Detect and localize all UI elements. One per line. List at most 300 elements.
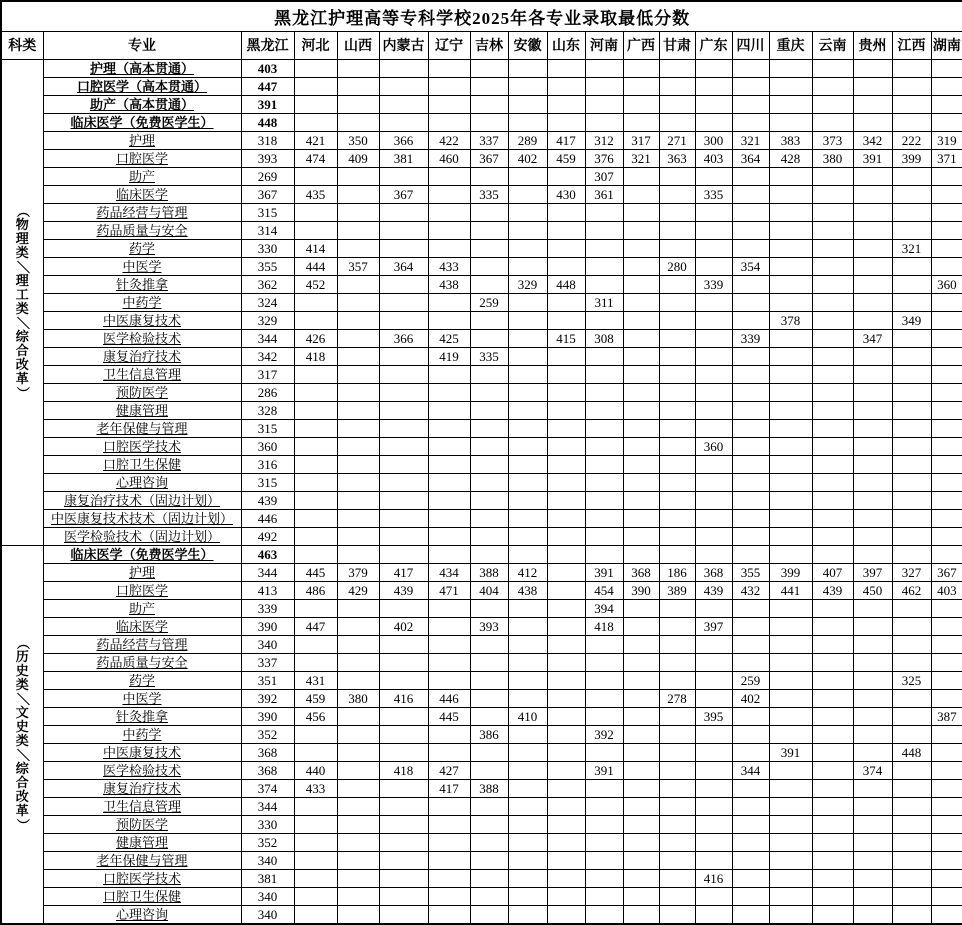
score-cell [379,653,428,671]
score-cell: 459 [294,689,337,707]
score-cell [931,77,962,95]
score-cell: 391 [585,761,623,779]
score-cell [547,671,585,689]
score-cell: 450 [853,581,892,599]
table-row [1,311,962,329]
score-cell [337,455,379,473]
score-cell [695,113,732,131]
score-cell: 380 [812,149,853,167]
score-cell [428,473,470,491]
score-cell [470,455,508,473]
major-cell: 口腔医学技术 [43,869,241,887]
score-cell [769,401,812,419]
score-cell: 448 [241,113,294,131]
score-cell [659,815,695,833]
score-cell [623,725,659,743]
score-cell: 395 [695,707,732,725]
score-cell [853,59,892,77]
score-cell: 391 [769,743,812,761]
score-cell [732,455,769,473]
score-cell [294,311,337,329]
score-cell [931,545,962,563]
score-cell [508,527,547,545]
score-cell [732,113,769,131]
score-cell: 446 [428,689,470,707]
score-cell [812,365,853,383]
score-cell [337,437,379,455]
score-cell [547,851,585,869]
major-cell: 口腔卫生保健 [43,455,241,473]
score-cell [547,473,585,491]
score-cell [695,311,732,329]
score-cell [337,59,379,77]
score-cell [294,635,337,653]
score-cell [623,221,659,239]
score-cell [294,113,337,131]
score-cell [547,635,585,653]
score-cell [769,365,812,383]
table-row [1,671,962,689]
score-cell [853,707,892,725]
score-cell [695,95,732,113]
score-cell: 339 [695,275,732,293]
score-cell [337,833,379,851]
score-cell [659,617,695,635]
score-cell [379,815,428,833]
score-cell: 367 [470,149,508,167]
score-cell [379,797,428,815]
score-cell: 378 [769,311,812,329]
score-cell [732,419,769,437]
category-vertical-text: （ 历 史 类 ／ 文 史 类 ／ 综 合 改 革 ） [15,635,31,832]
score-cell [732,473,769,491]
score-cell: 387 [931,707,962,725]
score-cell [659,239,695,257]
score-cell [508,95,547,113]
score-cell [623,833,659,851]
score-cell: 438 [428,275,470,293]
major-cell: 康复治疗技术 [43,347,241,365]
score-cell [892,617,931,635]
score-cell [659,221,695,239]
score-cell [294,383,337,401]
score-cell [470,707,508,725]
score-cell [379,419,428,437]
score-cell [812,599,853,617]
score-cell [695,347,732,365]
score-cell [337,95,379,113]
score-cell [769,671,812,689]
score-cell [470,203,508,221]
score-cell [812,401,853,419]
score-cell [294,599,337,617]
score-cell: 315 [241,473,294,491]
score-cell [585,869,623,887]
score-cell [508,167,547,185]
score-cell [769,383,812,401]
major-cell: 护理 [43,563,241,581]
score-cell [892,383,931,401]
table-row [1,59,962,77]
score-cell [695,401,732,419]
score-cell [853,725,892,743]
score-cell [470,491,508,509]
score-cell: 344 [241,797,294,815]
table-row [1,509,962,527]
score-cell [623,383,659,401]
major-cell: 助产（高本贯通） [43,95,241,113]
score-cell [623,347,659,365]
score-cell [508,365,547,383]
score-cell [428,437,470,455]
score-cell: 352 [241,725,294,743]
score-cell [337,743,379,761]
category-header: 科类 [1,31,43,59]
score-cell: 321 [892,239,931,257]
score-cell [623,167,659,185]
score-cell: 278 [659,689,695,707]
score-cell [337,383,379,401]
score-cell [892,419,931,437]
category-cell [1,59,43,545]
score-cell [659,887,695,905]
score-cell: 433 [294,779,337,797]
score-cell [769,275,812,293]
score-cell [470,275,508,293]
score-cell [892,59,931,77]
score-cell [585,347,623,365]
score-cell [585,779,623,797]
score-cell [623,185,659,203]
score-cell [508,257,547,275]
score-cell [428,545,470,563]
score-cell [812,635,853,653]
score-cell [931,167,962,185]
score-cell: 330 [241,815,294,833]
score-cell [892,185,931,203]
score-cell [931,293,962,311]
score-cell [732,221,769,239]
score-cell [294,419,337,437]
score-cell [769,635,812,653]
score-cell [379,239,428,257]
score-cell: 404 [470,581,508,599]
score-cell [695,77,732,95]
score-cell [470,419,508,437]
header-row [1,31,962,59]
score-cell [470,761,508,779]
score-cell [585,491,623,509]
score-cell: 269 [241,167,294,185]
score-cell [294,365,337,383]
score-cell [294,455,337,473]
score-cell [931,743,962,761]
score-cell [508,473,547,491]
major-cell: 卫生信息管理 [43,797,241,815]
table-row [1,239,962,257]
score-cell [623,869,659,887]
score-cell [769,527,812,545]
score-cell: 351 [241,671,294,689]
score-cell [853,869,892,887]
score-cell [659,365,695,383]
score-cell [931,779,962,797]
score-cell [812,311,853,329]
table-row [1,455,962,473]
score-cell: 222 [892,131,931,149]
score-cell [337,527,379,545]
score-cell: 459 [547,149,585,167]
score-cell [547,527,585,545]
score-cell [853,815,892,833]
score-cell [812,185,853,203]
score-cell: 368 [241,761,294,779]
score-cell [769,77,812,95]
score-cell [812,167,853,185]
score-cell [470,689,508,707]
score-cell: 335 [695,185,732,203]
score-cell [379,365,428,383]
score-cell: 376 [585,149,623,167]
major-cell: 口腔医学（高本贯通） [43,77,241,95]
score-cell [470,905,508,924]
score-cell [853,491,892,509]
score-cell [695,887,732,905]
score-cell [812,815,853,833]
score-cell [812,383,853,401]
score-cell [812,59,853,77]
score-cell [379,905,428,924]
major-cell: 针灸推拿 [43,275,241,293]
category-cell [1,545,43,924]
score-cell [812,653,853,671]
score-cell [695,329,732,347]
table-row [1,257,962,275]
score-cell [892,887,931,905]
province-header: 山东 [547,31,585,59]
score-cell [508,419,547,437]
score-cell [695,455,732,473]
score-cell [623,635,659,653]
score-cell [695,203,732,221]
major-cell: 老年保健与管理 [43,851,241,869]
score-cell [931,329,962,347]
score-cell: 391 [585,563,623,581]
score-cell [294,743,337,761]
score-cell: 328 [241,401,294,419]
score-cell [623,797,659,815]
score-cell [508,797,547,815]
score-cell [659,185,695,203]
score-cell: 344 [241,329,294,347]
table-row [1,437,962,455]
score-cell: 439 [812,581,853,599]
score-cell [508,833,547,851]
score-cell [508,185,547,203]
score-cell [547,221,585,239]
score-cell [931,689,962,707]
score-cell [585,455,623,473]
score-cell: 318 [241,131,294,149]
score-cell [769,707,812,725]
score-cell [470,671,508,689]
score-cell [623,887,659,905]
province-header: 江西 [892,31,931,59]
score-cell [931,599,962,617]
score-cell [659,437,695,455]
major-cell: 预防医学 [43,815,241,833]
score-cell [585,689,623,707]
score-cell [769,185,812,203]
score-cell [547,293,585,311]
score-cell [294,851,337,869]
score-cell [769,779,812,797]
score-cell [337,545,379,563]
score-cell [695,419,732,437]
score-cell [931,653,962,671]
score-cell [508,203,547,221]
score-cell [732,527,769,545]
score-cell: 259 [732,671,769,689]
score-cell [659,905,695,924]
table-row [1,851,962,869]
major-cell: 中医学 [43,257,241,275]
score-cell: 447 [294,617,337,635]
score-cell: 286 [241,383,294,401]
score-cell [379,545,428,563]
score-cell: 448 [892,743,931,761]
score-cell [337,707,379,725]
major-cell: 康复治疗技术（固边计划） [43,491,241,509]
province-header: 河南 [585,31,623,59]
score-cell [892,689,931,707]
score-cell: 418 [294,347,337,365]
major-cell: 口腔医学技术 [43,437,241,455]
score-cell [892,113,931,131]
major-header: 专业 [43,31,241,59]
score-cell [659,59,695,77]
score-cell [294,887,337,905]
score-cell [337,365,379,383]
score-cell [659,419,695,437]
score-cell [547,347,585,365]
major-cell: 护理 [43,131,241,149]
major-cell: 药品经营与管理 [43,203,241,221]
score-cell [337,887,379,905]
score-cell [294,527,337,545]
score-cell [428,527,470,545]
score-cell [853,797,892,815]
score-cell [732,293,769,311]
score-cell [732,617,769,635]
score-cell [659,707,695,725]
score-cell [769,491,812,509]
score-cell [379,599,428,617]
score-cell [659,347,695,365]
score-cell: 315 [241,203,294,221]
score-cell [769,113,812,131]
score-cell [547,617,585,635]
score-cell [508,545,547,563]
score-cell [428,869,470,887]
major-cell: 中医康复技术 [43,743,241,761]
score-cell [547,869,585,887]
score-cell [892,833,931,851]
score-cell [695,473,732,491]
score-cell [623,419,659,437]
score-cell [337,635,379,653]
table-row [1,365,962,383]
score-cell: 403 [695,149,732,167]
score-cell [585,419,623,437]
score-cell: 427 [428,761,470,779]
score-cell [695,527,732,545]
score-cell [892,365,931,383]
score-cell [337,113,379,131]
score-cell [547,365,585,383]
score-cell [812,203,853,221]
score-cell [812,869,853,887]
score-cell [695,851,732,869]
score-cell [585,887,623,905]
major-cell: 药品质量与安全 [43,221,241,239]
score-cell [812,257,853,275]
score-cell: 432 [732,581,769,599]
score-cell [379,743,428,761]
major-cell: 预防医学 [43,383,241,401]
score-cell: 364 [732,149,769,167]
score-cell [853,527,892,545]
table-row [1,167,962,185]
score-cell [585,653,623,671]
score-cell [585,203,623,221]
score-cell: 364 [379,257,428,275]
score-cell [732,275,769,293]
score-cell: 324 [241,293,294,311]
score-cell [853,77,892,95]
score-cell [547,419,585,437]
score-cell [931,59,962,77]
score-cell [892,203,931,221]
score-cell [337,869,379,887]
score-cell [547,113,585,131]
score-cell: 342 [241,347,294,365]
score-cell [769,221,812,239]
score-cell [623,365,659,383]
score-cell [659,599,695,617]
score-cell [337,509,379,527]
score-cell [337,185,379,203]
table-row [1,95,962,113]
score-cell [428,203,470,221]
score-cell [695,239,732,257]
score-cell [892,725,931,743]
score-cell [585,77,623,95]
score-cell [470,365,508,383]
score-cell [508,671,547,689]
score-cell: 392 [241,689,294,707]
score-cell [337,473,379,491]
score-cell: 428 [769,149,812,167]
score-cell [337,239,379,257]
score-cell [337,851,379,869]
score-cell: 407 [812,563,853,581]
score-cell [892,257,931,275]
score-cell [659,833,695,851]
province-header: 山西 [337,31,379,59]
score-cell [769,725,812,743]
score-cell: 441 [769,581,812,599]
